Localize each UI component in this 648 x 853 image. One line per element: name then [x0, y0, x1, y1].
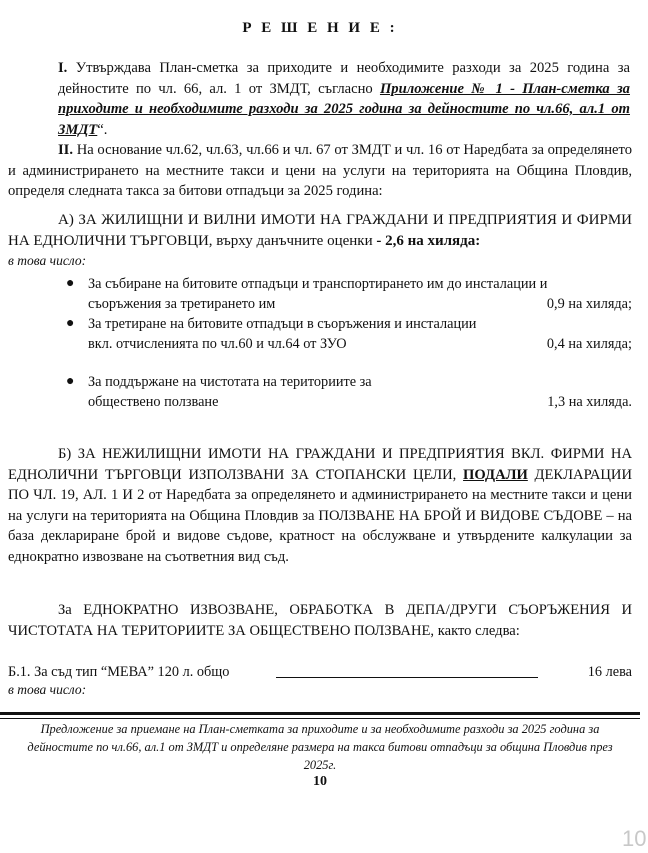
section-1-paragraph — [58, 58, 630, 140]
bullet-icon: ● — [66, 374, 75, 389]
section-2-paragraph — [8, 140, 632, 202]
section-a-item-text: За поддържане на чистотата на териториите за обществено ползване — [88, 374, 372, 410]
section-a-item — [58, 274, 632, 314]
section-a-heading-text: А) ЗА ЖИЛИЩНИ И ВИЛНИ ИМОТИ НА ГРАЖДАНИ И ПРЕДПРИЯТИЯ И ФИРМИ НА ЕДНОЛИЧНИ ТЪРГОВЦИ, — [8, 212, 632, 249]
footer-rule-thick — [0, 712, 640, 715]
section-b-paragraph — [8, 444, 632, 567]
section-1-number: I. — [58, 60, 68, 76]
section-a-item-value: 0,9 на хиляда; — [546, 296, 632, 312]
decision-title: Р Е Ш Е Н И Е : — [242, 20, 398, 36]
section-a-including-label: в това число: — [8, 253, 87, 268]
section-b-heading-2: ДЕКЛАРАЦИИ ПО ЧЛ. 19, АЛ. 1 И 2 от Наредбата за определянето и администрирането на местните такси и цени на услуги на територията на Община Пловдив за ПОЛЗВАНЕ НА БРОЙ И ВИДОВЕ СЪДОВЕ – на база деклариране брой и видове съдове, кратност на обслужване и утвърдените калкулации за еднократно извозване на съответния вид съд. — [8, 466, 633, 565]
b1-leader-line — [276, 677, 538, 678]
section-a-item — [58, 314, 632, 354]
corner-page-mark: 10 — [622, 826, 647, 851]
footer-text: Предложение за приемане на План-сметката за приходите и за необходимите разходи за 2025 година за дейностите по чл.66, ал.1 от ЗМДТ и определяне размера на такса битови отпадъци за община Пловдив през 2025г. — [27, 722, 613, 772]
page-number: 10 — [313, 774, 327, 789]
section-b-heading-1: Б) ЗА НЕЖИЛИЩНИ ИМОТИ НА ГРАЖДАНИ И ПРЕДПРИЯТИЯ ВКЛ. ФИРМИ НА ЕДНОЛИЧНИ ТЪРГОВЦИ ИЗПОЛЗВАНИ ЗА СТОПАНСКИ ЦЕЛИ, — [8, 446, 632, 483]
b1-value: 16 лева — [587, 664, 632, 680]
section-1-text: Утвърждава План-сметка за приходите и необходимите разходи за 2025 година за дейностите по чл. 66, ал. 1 от ЗМДТ, съгласно — [58, 60, 630, 97]
appendix-1-reference: Приложение № 1 - План-сметка за приходите и необходимите разходи за 2025 година за дейностите по чл.66, ал.1 от ЗМДТ — [58, 80, 630, 138]
section-a-item-text: За събиране на битовите отпадъци и транспортирането им до инсталации и съоръжения за третирането им — [88, 276, 548, 312]
b1-row — [8, 662, 632, 682]
section-a-item-value: 0,4 на хиляда; — [546, 336, 632, 352]
section-a-rate: - 2,6 на хиляда: — [376, 232, 481, 249]
b1-label: Б.1. За съд тип “МЕВА” 120 л. общо — [8, 664, 230, 680]
section-a-heading — [8, 210, 632, 251]
footer-rule-thin — [0, 718, 640, 719]
section-2-text: На основание чл.62, чл.63, чл.66 и чл. 67 от ЗМДТ и чл. 16 от Наредбата за определянето и администрирането на местните такси и цени на услуги на територията на Община Пловдив, определя следната такса за битови отпадъци за 2025 година: — [8, 142, 632, 199]
section-a-item-value: 1,3 на хиляда. — [547, 394, 632, 410]
section-2-number: II. — [58, 142, 74, 158]
one-time-paragraph: За ЕДНОКРАТНО ИЗВОЗВАНЕ, ОБРАБОТКА В ДЕПА/ДРУГИ СЪОРЪЖЕНИЯ И ЧИСТОТАТА НА ТЕРИТОРИИТЕ ЗА ОБЩЕСТВЕНО ПОЛЗВАНЕ, както следва: — [8, 602, 632, 639]
bullet-icon: ● — [66, 276, 75, 291]
section-b-submitted: ПОДАЛИ — [463, 466, 528, 483]
bullet-icon: ● — [66, 316, 75, 331]
section-a-item — [58, 372, 632, 412]
section-1-tail: “. — [97, 121, 108, 138]
section-a-item-text: За третиране на битовите отпадъци в съоръжения и инсталации вкл. отчисленията по чл.60 и чл.64 от ЗУО — [88, 316, 477, 352]
b1-including-label: в това число: — [8, 682, 87, 697]
section-a-heading-tail: върху данъчните оценки — [212, 232, 377, 249]
